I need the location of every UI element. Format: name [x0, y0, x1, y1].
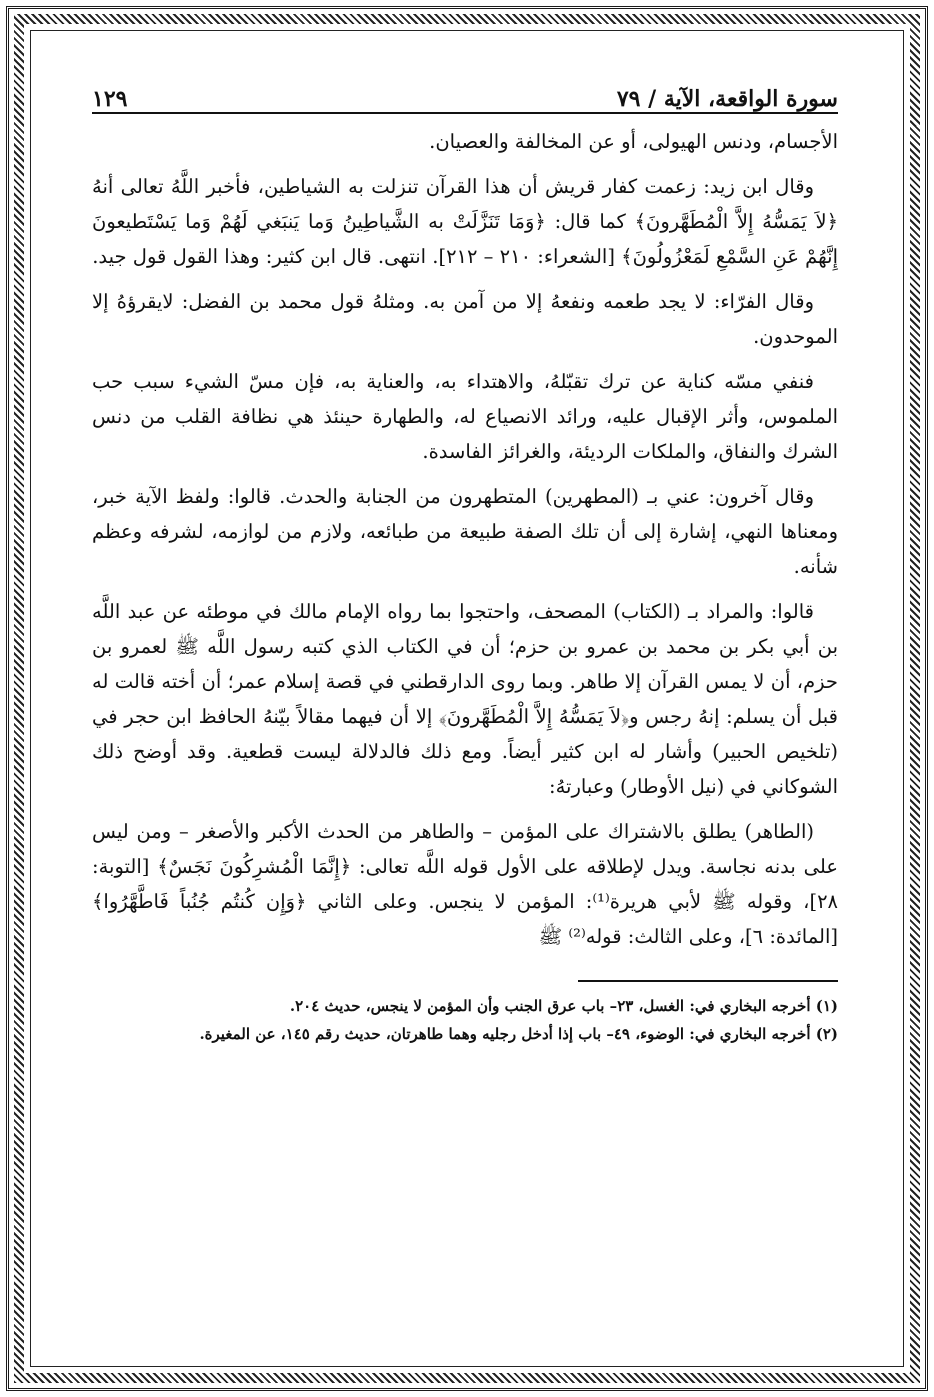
footnote: (١) أخرجه البخاري في: الغسل، ٢٣– باب عرق الجنب وأن المؤمن لا ينجس، حديث ٢٠٤.: [289, 997, 838, 1015]
running-header: [92, 72, 838, 114]
main-text: [92, 124, 838, 954]
footnote: (٢) أخرجه البخاري في: الوضوء، ٤٩– باب إذا أدخل رجليه وهما طاهرتان، حديث رقم ١٤٥، عن المغيرة.: [199, 1025, 838, 1043]
footnotes: [92, 994, 838, 1046]
paragraph: وقال ابن زيد: زعمت كفار قريش أن هذا القرآن تنزلت به الشياطين، فأخبر اللَّهُ تعالى أنهُ ﴿لاَ يَمَسُّهُ إِلاَّ الْمُطَهَّرونَ﴾ كما قال: ﴿وَمَا تَنَزَّلَتْ به الشَّياطِينُ وَما يَنبَغي لَهُمْ وَما يَسْتَطيعونَ إِنَّهُمْ عَنِ السَّمْعِ لَمَعْزُولُونَ﴾ [الشعراء: ٢١٠ – ٢١٢]. انتهى. قال ابن كثير: وهذا القول قول جيد.: [92, 175, 838, 268]
paragraph: (الطاهر) يطلق بالاشتراك على المؤمن – والطاهر من الحدث الأكبر والأصغر – ومن ليس على بدنه نجاسة. ويدل لإطلاقه على الأول قوله اللَّه تعالى: ﴿إِنَّمَا الْمُشرِكُونَ نَجَسٌ﴾ [التوبة: ٢٨]، وقوله ﷺ لأبي هريرة⁽¹⁾: المؤمن لا ينجس. وعلى الثاني ﴿وَإِن كُنتُم جُنُباً فَاطَّهَّرُوا﴾ [المائدة: ٦]، وعلى الثالث: قوله⁽²⁾ ﷺ: [92, 820, 839, 948]
paragraph: الأجسام، ودنس الهيولى، أو عن المخالفة والعصيان.: [429, 130, 838, 153]
book-page: [92, 72, 838, 1337]
paragraph: وقال الفرّاء: لا يجد طعمه ونفعهُ إلا من آمن به. ومثلهُ قول محمد بن الفضل: لايقرؤهُ إلا الموحدون.: [92, 290, 838, 348]
paragraph: وقال آخرون: عني بـ (المطهرين) المتطهرون من الجنابة والحدث. قالوا: ولفظ الآية خبر، ومعناها النهي، إشارة إلى أن تلك الصفة طبيعة من طبائعه، ولازم من لوازمه، لشرفه وعظم شأنه.: [92, 485, 838, 578]
footnote-separator: [578, 980, 838, 982]
paragraph: فنفي مسّه كناية عن ترك تقبّلهُ، والاهتداء به، والعناية به، فإن مسّ الشيء سبب حب الملموس، وأثر الإقبال عليه، ورائد الانصياع له، والطهارة حينئذ هي نظافة القلب من دنس الشرك والنفاق، والملكات الرديئة، والغرائز الفاسدة.: [92, 370, 838, 463]
page-number: ١٢٩: [92, 86, 128, 112]
running-title: سورة الواقعة، الآية / ٧٩: [616, 86, 838, 112]
paragraph: قالوا: والمراد بـ (الكتاب) المصحف، واحتجوا بما رواه الإمام مالك في موطئه عن عبد اللَّه بن أبي بكر بن محمد بن عمرو بن حزم؛ أن في الكتاب الذي كتبه رسول اللَّه ﷺ لعمرو بن حزم، أن لا يمس القرآن إلا طاهر. وبما روى الدارقطني في قصة إسلام عمر؛ أن أخته قالت له قبل أن يسلم: إنهُ رجس و﴿لاَ يَمَسُّهُ إِلاَّ الْمُطَهَّرونَ﴾ إلا أن فيهما مقالاً بيّنهُ الحافظ ابن حجر في (تلخيص الحبير) وأشار له ابن كثير أيضاً. ومع ذلك فالدلالة ليست قطعية. وقد أوضح ذلك الشوكاني في (نيل الأوطار) وعبارتهُ:: [92, 600, 838, 798]
